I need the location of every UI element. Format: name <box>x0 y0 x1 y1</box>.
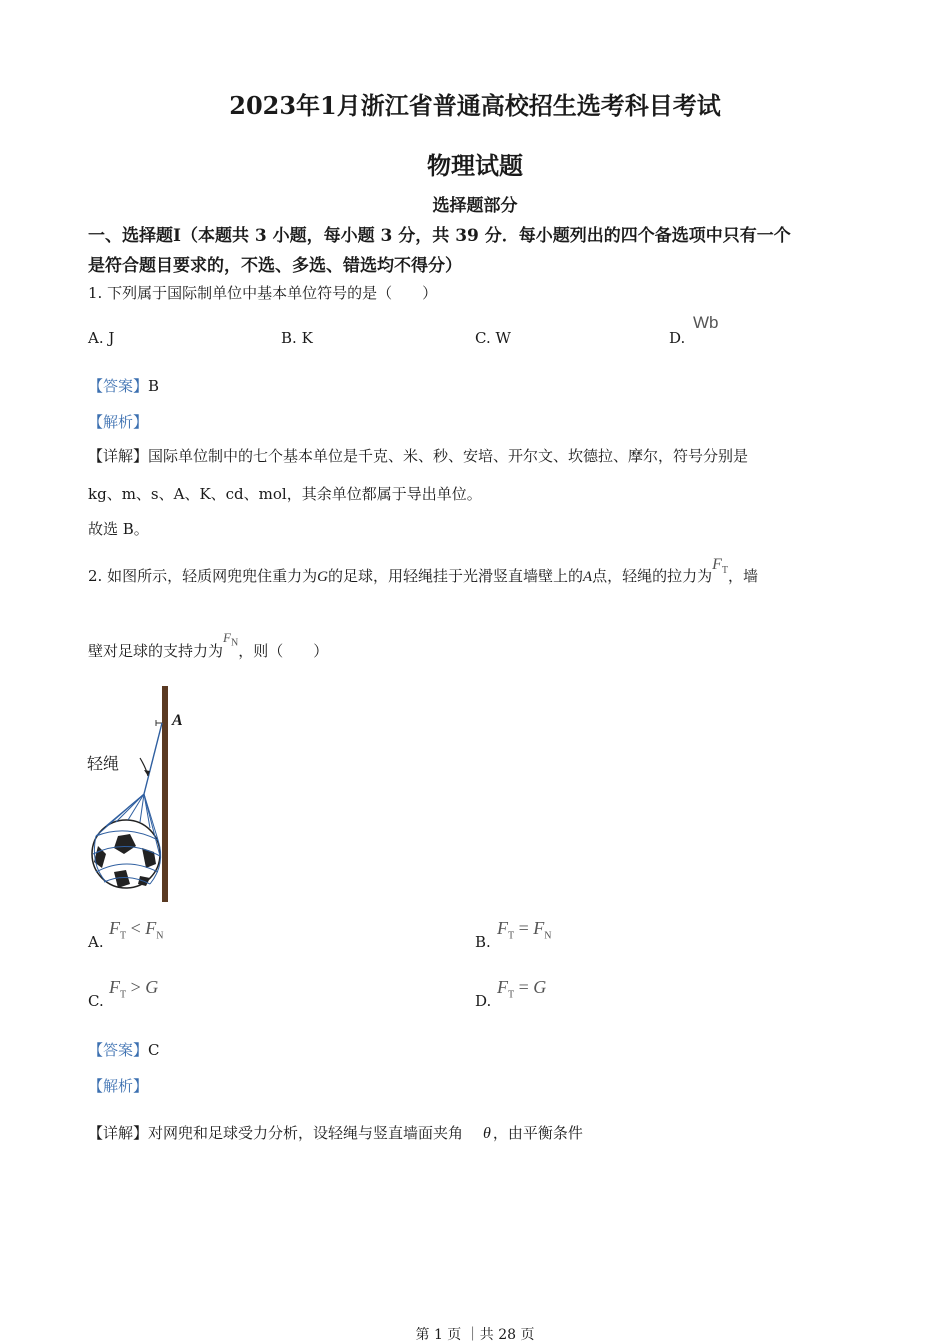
q1-option-b: B. K <box>281 329 313 347</box>
q2-option-a-formula: $F_T < F_N$ <box>109 918 164 942</box>
part-heading: 选择题部分 <box>432 196 518 216</box>
q1-analysis-tag: 【解析】 <box>88 413 149 431</box>
q2-option-b-formula: $F_T = F_N$ <box>497 918 552 942</box>
q2-detail: 【详解】对网兜和足球受力分析，设轻绳与竖直墙面夹角 θ ，由平衡条件 <box>88 1124 583 1142</box>
q2-rope-label: 轻绳 <box>87 754 120 773</box>
q1-conclusion: 故选 B。 <box>88 520 149 538</box>
q2-analysis-tag: 【解析】 <box>88 1077 149 1095</box>
q2-stem-line2: 壁对足球的支持力为$F_N$，则（ ） <box>88 630 329 660</box>
q1-option-a: A. J <box>88 329 115 347</box>
q1-detail-line2: kg、m、s、A、K、cd、mol，其余单位都属于导出单位。 <box>88 485 482 503</box>
q1-stem: 1. 下列属于国际制单位中基本单位符号的是（ ） <box>88 284 438 302</box>
page-subtitle: 物理试题 <box>427 151 523 180</box>
q2-option-c-formula: $F_T > G$ <box>109 977 159 1001</box>
q2-option-d: D. <box>475 992 492 1010</box>
page-title: 2023年1月浙江省普通高校招生选考科目考试 <box>229 91 721 120</box>
q2-answer: 【答案】C <box>88 1041 160 1059</box>
rope <box>144 723 162 794</box>
q2-option-b: B. <box>475 933 491 951</box>
q2-point-a-label: A <box>172 712 183 729</box>
q1-detail-line1: 【详解】国际单位制中的七个基本单位是千克、米、秒、安培、开尔文、坎德拉、摩尔，符号分别是 <box>88 447 749 465</box>
q1-option-c: C. W <box>475 329 511 347</box>
q2-option-c: C. <box>88 992 104 1010</box>
q2-option-a: A. <box>88 933 104 951</box>
q1-option-d-value: Wb <box>693 313 719 332</box>
q2-stem-line1: 2. 如图所示，轻质网兜兜住重力为G的足球，用轻绳挂于光滑竖直墙壁上的A点，轻绳的拉力为$F_T$，墙 <box>88 556 759 585</box>
page-footer: 第 1 页 ｜共 28 页 <box>415 1327 535 1343</box>
section-heading-line1: 一、选择题Ⅰ（本题共 3 小题，每小题 3 分，共 39 分．每小题列出的四个备选项中只有一个 <box>88 226 791 246</box>
q2-option-d-formula: $F_T = G$ <box>497 977 547 1001</box>
wall <box>162 686 168 902</box>
q1-answer: 【答案】B <box>88 377 160 395</box>
q1-option-d: D. <box>669 329 686 347</box>
section-heading-line2: 是符合题目要求的，不选、多选、错选均不得分） <box>88 256 462 276</box>
